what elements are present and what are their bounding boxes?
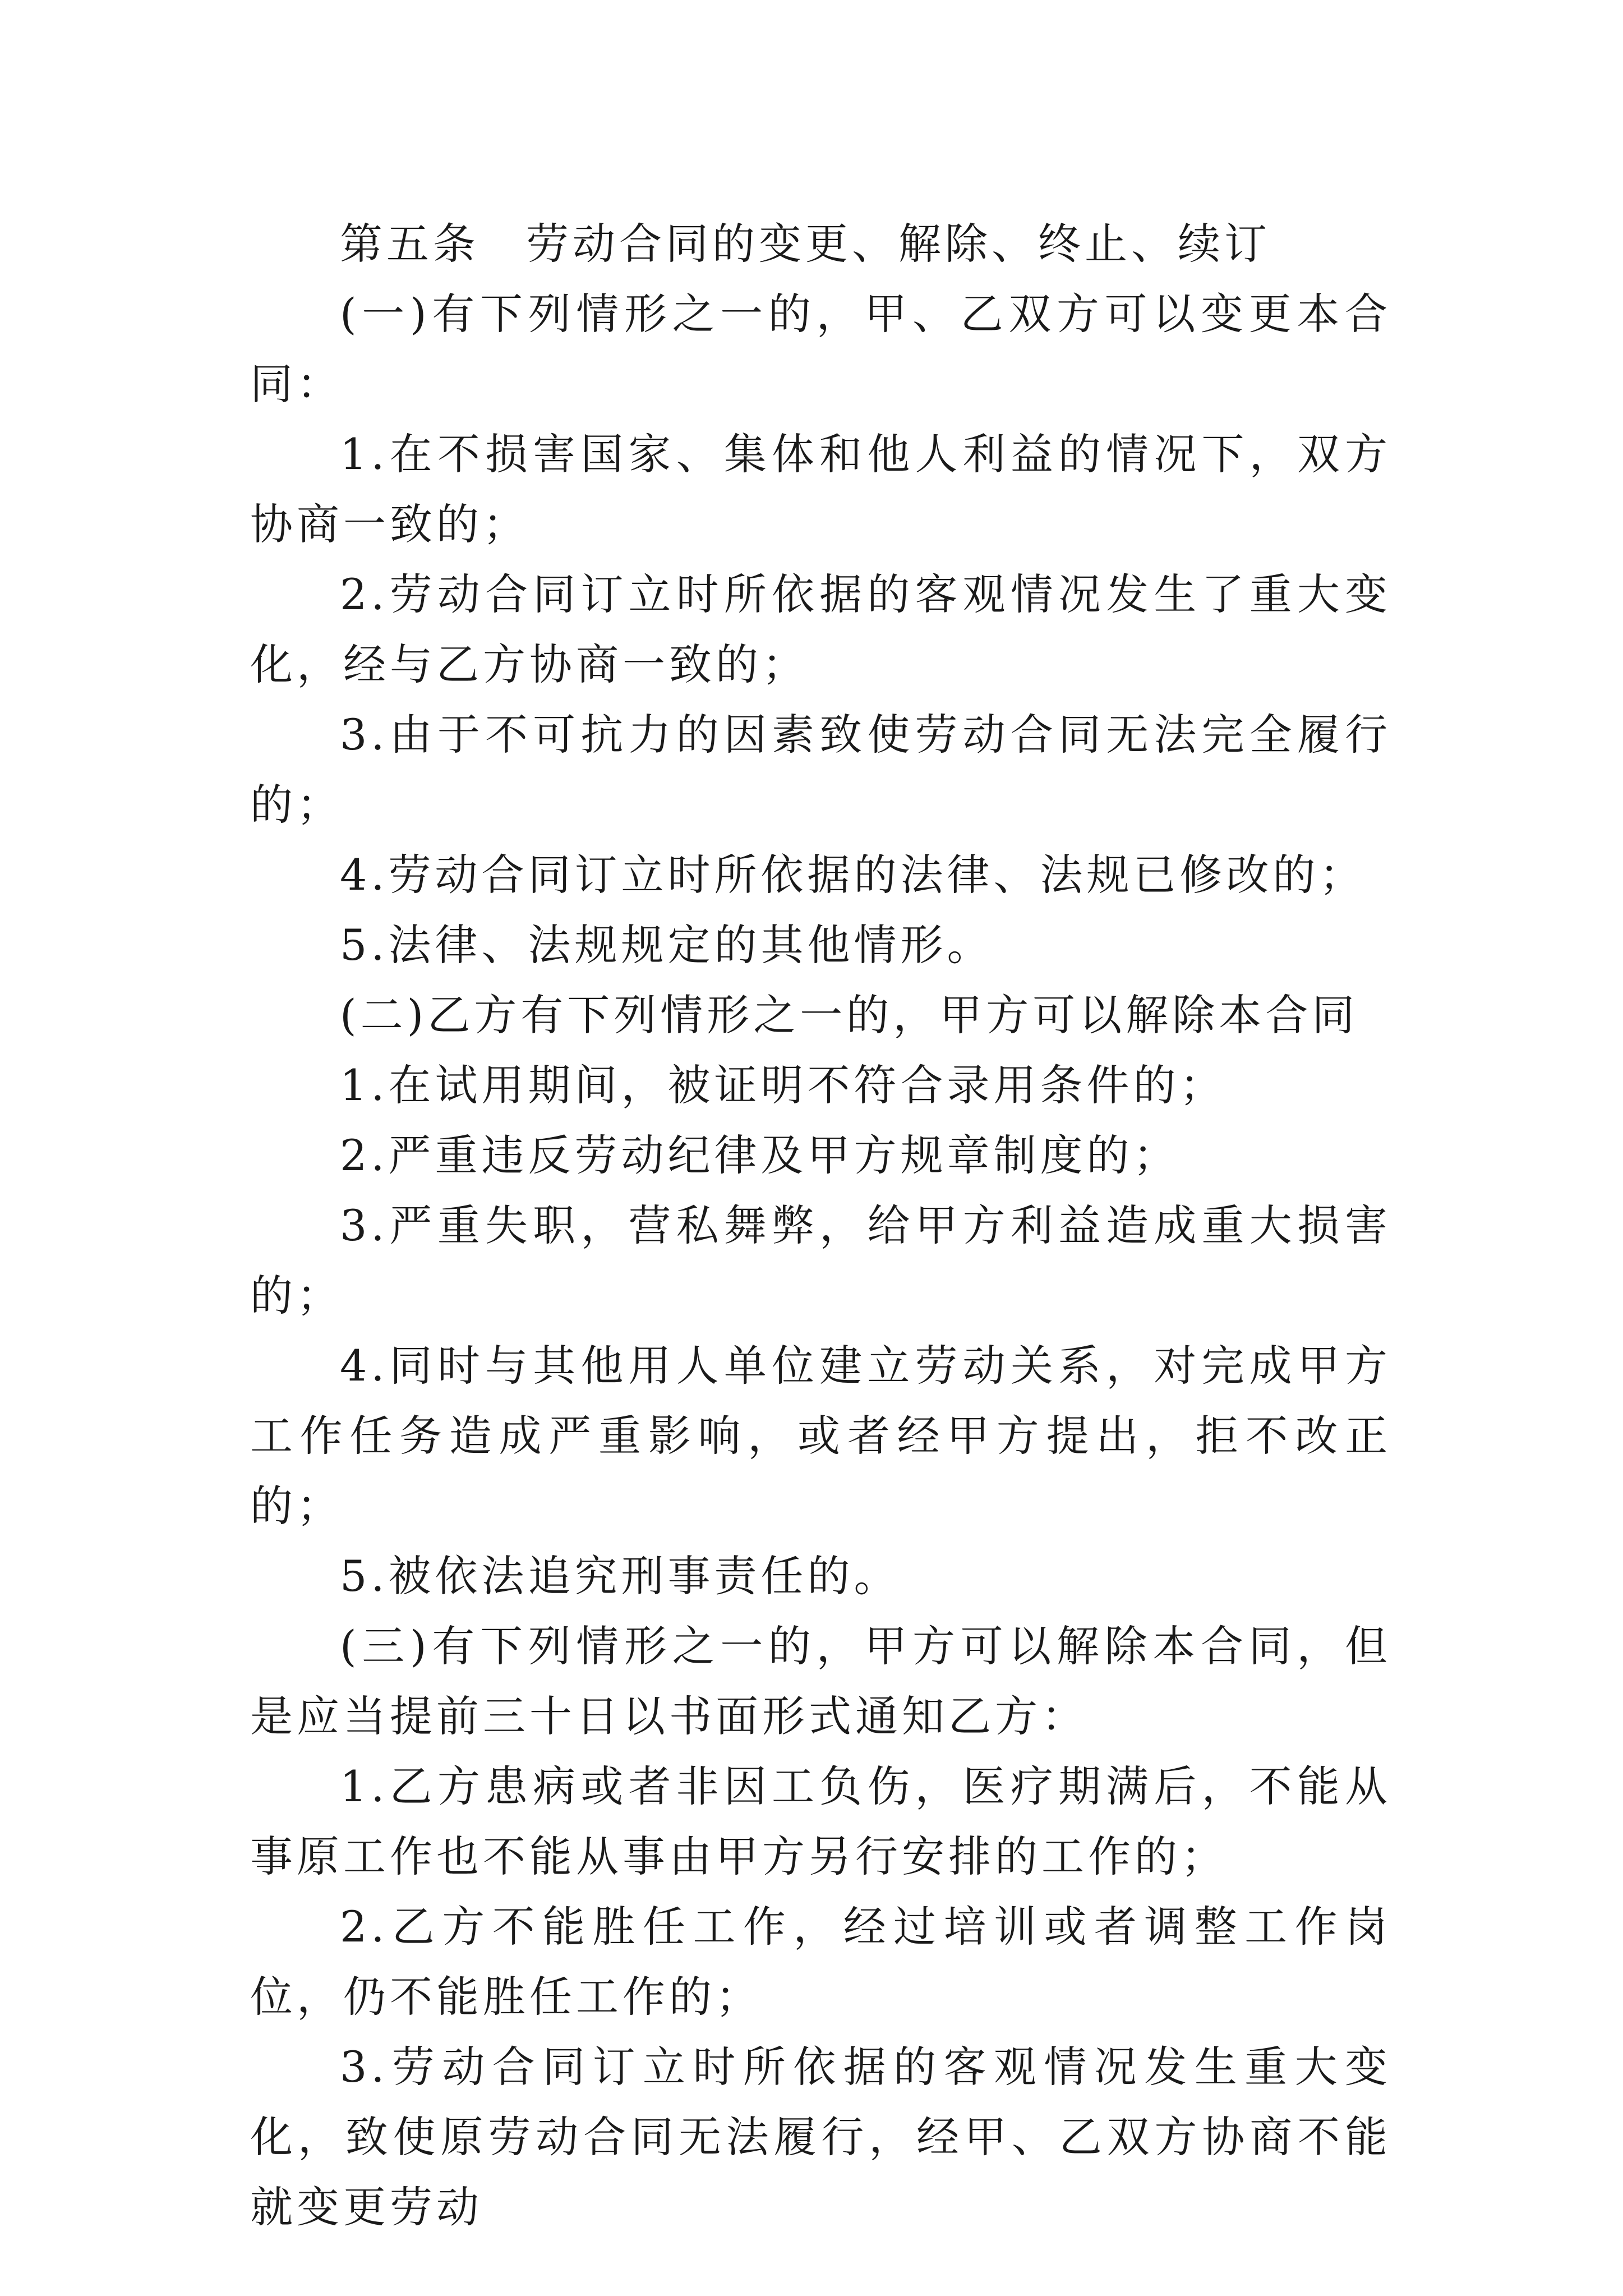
paragraph: 1.乙方患病或者非因工负伤，医疗期满后，不能从事原工作也不能从事由甲方另行安排的工作的； [250, 1761, 1391, 1881]
paragraph: 3.劳动合同订立时所依据的客观情况发生重大变化，致使原劳动合同无法履行，经甲、乙双方协商不能就变更劳动 [250, 2042, 1391, 2232]
paragraph: (三)有下列情形之一的，甲方可以解除本合同，但是应当提前三十日以书面形式通知乙方： [250, 1621, 1391, 1741]
paragraph: (一)有下列情形之一的，甲、乙双方可以变更本合同： [250, 289, 1391, 409]
paragraph: 3.由于不可抗力的因素致使劳动合同无法完全履行的； [250, 710, 1391, 830]
paragraph: 5.被依法追究刑事责任的。 [340, 1551, 901, 1601]
paragraph: 4.劳动合同订立时所依据的法律、法规已修改的； [340, 850, 1366, 900]
paragraph: 3.严重失职，营私舞弊，给甲方利益造成重大损害的； [250, 1200, 1391, 1320]
paragraph: 2.乙方不能胜任工作，经过培训或者调整工作岗位，仍不能胜任工作的； [250, 1902, 1391, 2022]
paragraph: 5.法律、法规规定的其他情形。 [340, 920, 994, 970]
article-heading: 第五条 劳动合同的变更、解除、终止、续订 [340, 219, 1271, 269]
paragraph: 2.劳动合同订立时所依据的客观情况发生了重大变化，经与乙方协商一致的； [250, 569, 1391, 689]
paragraph: 1.在不损害国家、集体和他人利益的情况下，双方协商一致的； [250, 429, 1391, 549]
paragraph: 2.严重违反劳动纪律及甲方规章制度的； [340, 1130, 1180, 1180]
document-body [250, 209, 1391, 2242]
paragraph: 4.同时与其他用人单位建立劳动关系，对完成甲方工作任务造成严重影响，或者经甲方提出，拒不改正的； [250, 1341, 1391, 1531]
paragraph: (二)乙方有下列情形之一的，甲方可以解除本合同 [340, 990, 1359, 1040]
paragraph: 1.在试用期间，被证明不符合录用条件的； [340, 1060, 1227, 1110]
